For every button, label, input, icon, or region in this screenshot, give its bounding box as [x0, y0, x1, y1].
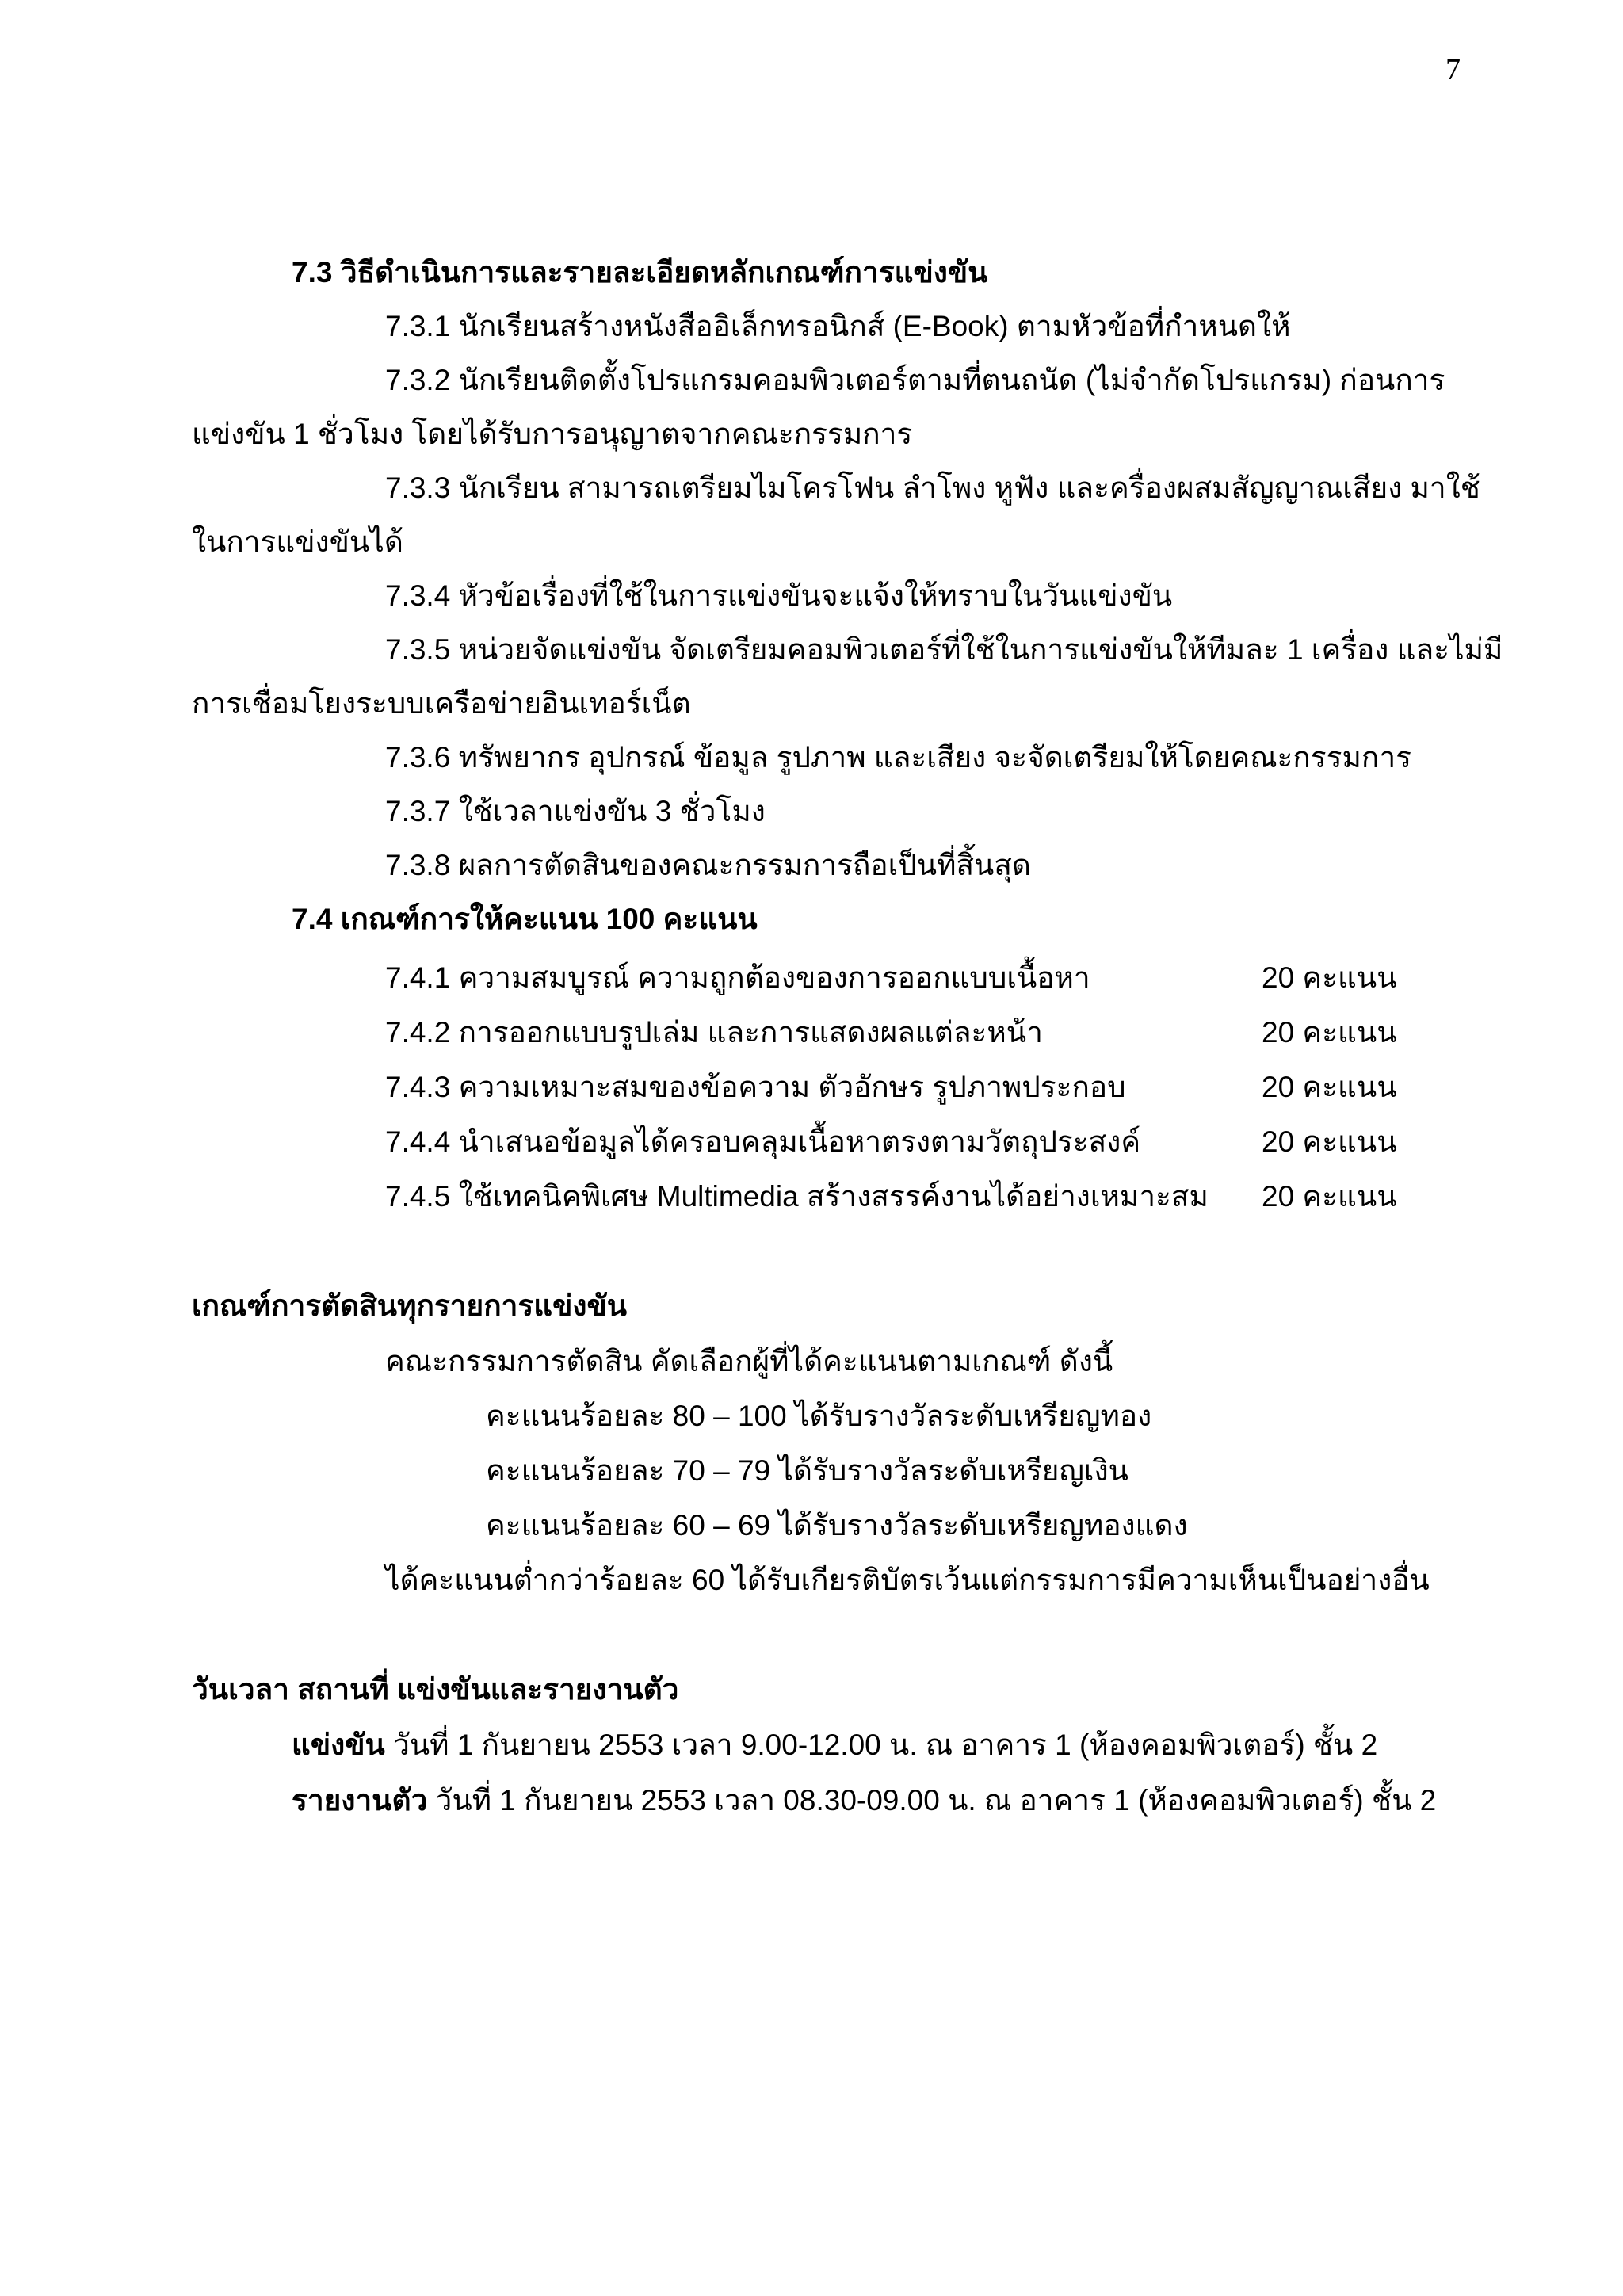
schedule-report-text: วันที่ 1 กันยายน 2553 เวลา 08.30-09.00 น. ณ อาคาร 1 (ห้องคอมพิวเตอร์) ชั้น 2 — [427, 1784, 1437, 1817]
item-7-3-7: 7.3.7 ใช้เวลาแข่งขัน 3 ชั่วโมง — [385, 795, 766, 827]
criteria-row-3 — [385, 1070, 1495, 1105]
criteria-row-4 — [385, 1125, 1495, 1159]
schedule-heading: วันเวลา สถานที่ แข่งขันและรายงานตัว — [192, 1673, 679, 1706]
criteria-points: 20 คะแนน — [1262, 1071, 1397, 1103]
criteria-row-1 — [385, 961, 1495, 995]
item-7-3-2: 7.3.2 นักเรียนติดตั้งโปรแกรมคอมพิวเตอร์ตามที่ตนถนัด (ไม่จำกัดโปรแกรม) ก่อนการ — [385, 364, 1445, 396]
criteria-item: 7.4.3 ความเหมาะสมของข้อความ ตัวอักษร รูปภาพประกอบ — [385, 1071, 1126, 1103]
criteria-points: 20 คะแนน — [1262, 961, 1397, 994]
item-7-3-8: 7.3.8 ผลการตัดสินของคณะกรรมการถือเป็นที่สิ้นสุด — [385, 849, 1031, 881]
item-7-3-3-cont: ในการแข่งขันได้ — [192, 525, 403, 558]
item-7-3-5-cont: การเชื่อมโยงระบบเครือข่ายอินเทอร์เน็ต — [192, 687, 691, 720]
schedule-competition — [292, 1728, 1377, 1763]
section-7-4-heading: 7.4 เกณฑ์การให้คะแนน 100 คะแนน — [292, 903, 758, 935]
judging-level-gold: คะแนนร้อยละ 80 – 100 ได้รับรางวัลระดับเหรียญทอง — [486, 1400, 1152, 1432]
schedule-report-label: รายงานตัว — [292, 1784, 428, 1817]
item-7-3-3: 7.3.3 นักเรียน สามารถเตรียมไมโครโฟน ลำโพง หูฟัง และครื่องผสมสัญญาณเสียง มาใช้ — [385, 472, 1480, 504]
item-7-3-4: 7.3.4 หัวข้อเรื่องที่ใช้ในการแข่งขันจะแจ้งให้ทราบในวันแข่งขัน — [385, 579, 1173, 612]
item-7-3-1: 7.3.1 นักเรียนสร้างหนังสืออิเล็กทรอนิกส์ (E-Book) ตามหัวข้อที่กำหนดให้ — [385, 310, 1291, 342]
criteria-points: 20 คะแนน — [1262, 1125, 1397, 1158]
page-number: 7 — [1445, 53, 1461, 86]
criteria-row-2 — [385, 1015, 1495, 1050]
judging-intro: คณะกรรมการตัดสิน คัดเลือกผู้ที่ได้คะแนนตามเกณฑ์ ดังนี้ — [385, 1345, 1113, 1377]
item-7-3-6: 7.3.6 ทรัพยากร อุปกรณ์ ข้อมูล รูปภาพ และเสียง จะจัดเตรียมให้โดยคณะกรรมการ — [385, 741, 1411, 774]
criteria-item: 7.4.5 ใช้เทคนิคพิเศษ Multimedia สร้างสรรค์งานได้อย่างเหมาะสม — [385, 1180, 1209, 1213]
item-7-3-2-cont: แข่งขัน 1 ชั่วโมง โดยได้รับการอนุญาตจากคณะกรรมการ — [192, 418, 913, 450]
criteria-item: 7.4.4 นำเสนอข้อมูลได้ครอบคลุมเนื้อหาตรงตามวัตถุประสงค์ — [385, 1125, 1141, 1158]
judging-level-bronze: คะแนนร้อยละ 60 – 69 ได้รับรางวัลระดับเหรียญทองแดง — [486, 1509, 1188, 1541]
criteria-row-5 — [385, 1179, 1495, 1214]
judging-level-silver: คะแนนร้อยละ 70 – 79 ได้รับรางวัลระดับเหรียญเงิน — [486, 1454, 1128, 1487]
criteria-item: 7.4.1 ความสมบูรณ์ ความถูกต้องของการออกแบบเนื้อหา — [385, 961, 1090, 994]
criteria-item: 7.4.2 การออกแบบรูปเล่ม และการแสดงผลแต่ละหน้า — [385, 1016, 1043, 1049]
criteria-points: 20 คะแนน — [1262, 1016, 1397, 1049]
judging-heading: เกณฑ์การตัดสินทุกรายการแข่งขัน — [192, 1289, 628, 1322]
judging-note: ได้คะแนนต่ำกว่าร้อยละ 60 ได้รับเกียรติบัตรเว้นแต่กรรมการมีความเห็นเป็นอย่างอื่น — [385, 1564, 1430, 1596]
criteria-points: 20 คะแนน — [1262, 1180, 1397, 1213]
item-7-3-5: 7.3.5 หน่วยจัดแข่งขัน จัดเตรียมคอมพิวเตอร์ที่ใช้ในการแข่งขันให้ทีมละ 1 เครื่อง และไม่มี — [385, 633, 1503, 666]
section-7-3-heading: 7.3 วิธีดำเนินการและรายละเอียดหลักเกณฑ์การแข่งขัน — [292, 256, 988, 288]
schedule-competition-text: วันที่ 1 กันยายน 2553 เวลา 9.00-12.00 น. ณ อาคาร 1 (ห้องคอมพิวเตอร์) ชั้น 2 — [384, 1729, 1378, 1761]
schedule-report — [292, 1783, 1436, 1818]
schedule-competition-label: แข่งขัน — [292, 1729, 385, 1761]
